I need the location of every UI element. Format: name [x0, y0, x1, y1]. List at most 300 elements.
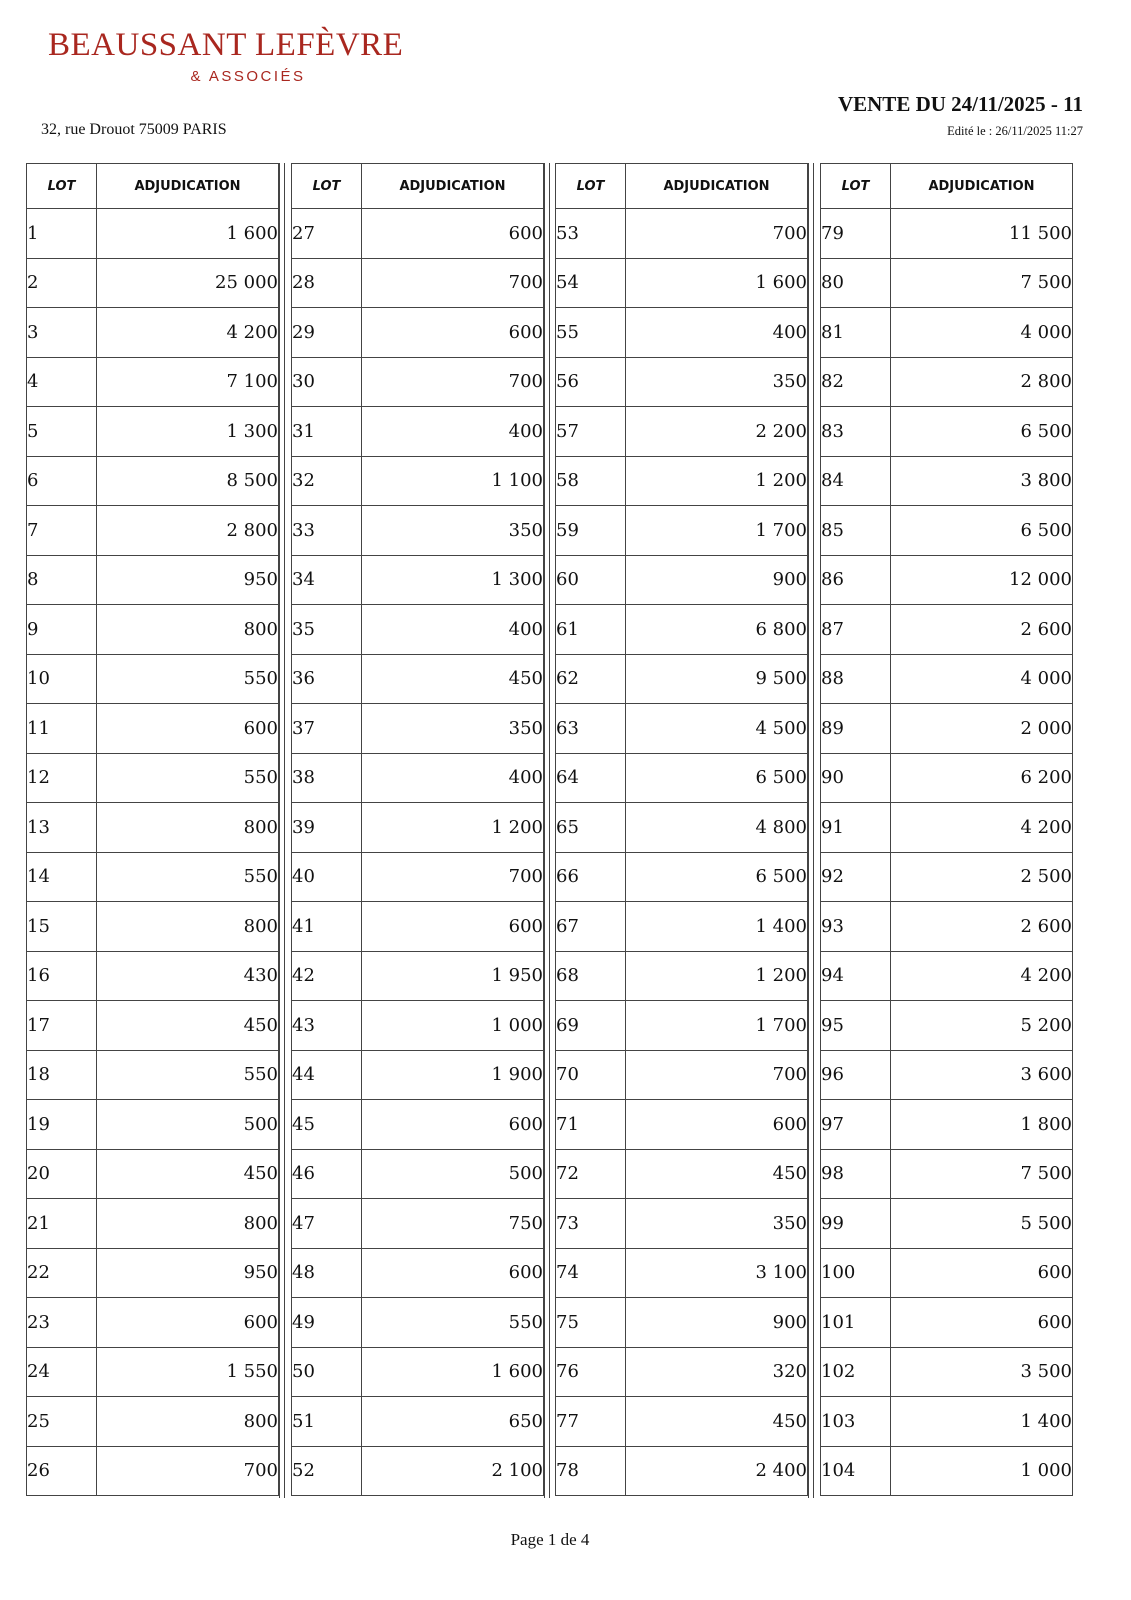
adjudication-price: 650 [362, 1397, 544, 1447]
table-row [292, 852, 544, 902]
lot-number: 59 [556, 506, 626, 556]
adjudication-price: 5 500 [891, 1199, 1073, 1249]
lot-number: 73 [556, 1199, 626, 1249]
lot-number: 49 [292, 1298, 362, 1348]
lot-number: 15 [27, 902, 97, 952]
lot-number: 67 [556, 902, 626, 952]
lot-number: 45 [292, 1100, 362, 1150]
table-row [27, 258, 279, 308]
adjudication-column-header: ADJUDICATION [626, 164, 808, 209]
sale-title: VENTE DU 24/11/2025 - 11 [837, 92, 1083, 116]
table-row [556, 753, 808, 803]
lot-number: 16 [27, 951, 97, 1001]
lot-number: 103 [821, 1397, 891, 1447]
adjudication-column-header: ADJUDICATION [97, 164, 279, 209]
table-row [27, 209, 279, 259]
adjudication-price: 700 [362, 357, 544, 407]
table-row [292, 1397, 544, 1447]
lot-number: 87 [821, 605, 891, 655]
lot-number: 72 [556, 1149, 626, 1199]
adjudication-price: 800 [97, 803, 279, 853]
table-row [556, 1347, 808, 1397]
table-row [292, 357, 544, 407]
table-header-row [556, 164, 808, 209]
lot-column-header: LOT [821, 164, 891, 209]
lot-number: 37 [292, 704, 362, 754]
lot-number: 31 [292, 407, 362, 457]
table-row [27, 1347, 279, 1397]
adjudication-price: 900 [626, 555, 808, 605]
table-row [821, 1446, 1073, 1496]
lot-number: 86 [821, 555, 891, 605]
table-row [292, 1248, 544, 1298]
table-row [821, 704, 1073, 754]
lot-number: 66 [556, 852, 626, 902]
table-row [292, 1149, 544, 1199]
adjudication-price: 2 200 [626, 407, 808, 457]
adjudication-price: 600 [362, 902, 544, 952]
table-row [556, 1100, 808, 1150]
adjudication-price: 1 600 [362, 1347, 544, 1397]
adjudication-price: 700 [97, 1446, 279, 1496]
lot-number: 23 [27, 1298, 97, 1348]
adjudication-price: 2 500 [891, 852, 1073, 902]
adjudication-price: 400 [362, 753, 544, 803]
adjudication-price: 450 [97, 1149, 279, 1199]
table-row [27, 902, 279, 952]
results-column-3 [555, 163, 808, 1496]
table-row [556, 1149, 808, 1199]
column-separator [808, 163, 814, 1498]
adjudication-price: 900 [626, 1298, 808, 1348]
lot-number: 90 [821, 753, 891, 803]
adjudication-price: 400 [362, 605, 544, 655]
table-row [821, 357, 1073, 407]
lot-number: 65 [556, 803, 626, 853]
adjudication-price: 800 [97, 605, 279, 655]
table-row [292, 951, 544, 1001]
table-header-row [27, 164, 279, 209]
table-row [556, 258, 808, 308]
adjudication-price: 1 200 [626, 951, 808, 1001]
adjudication-price: 500 [97, 1100, 279, 1150]
lot-column-header: LOT [556, 164, 626, 209]
adjudication-price: 450 [97, 1001, 279, 1051]
adjudication-price: 2 000 [891, 704, 1073, 754]
lot-number: 35 [292, 605, 362, 655]
adjudication-price: 6 500 [626, 753, 808, 803]
lot-number: 104 [821, 1446, 891, 1496]
table-row [27, 753, 279, 803]
lot-number: 68 [556, 951, 626, 1001]
lot-number: 97 [821, 1100, 891, 1150]
lot-number: 75 [556, 1298, 626, 1348]
lot-number: 1 [27, 209, 97, 259]
adjudication-price: 400 [626, 308, 808, 358]
lot-number: 48 [292, 1248, 362, 1298]
lot-number: 5 [27, 407, 97, 457]
results-table [291, 163, 544, 1496]
adjudication-price: 25 000 [97, 258, 279, 308]
adjudication-price: 4 000 [891, 654, 1073, 704]
lot-number: 51 [292, 1397, 362, 1447]
table-row [292, 1298, 544, 1348]
table-row [556, 1446, 808, 1496]
adjudication-price: 320 [626, 1347, 808, 1397]
lot-number: 96 [821, 1050, 891, 1100]
adjudication-price: 350 [362, 704, 544, 754]
adjudication-price: 1 900 [362, 1050, 544, 1100]
lot-number: 84 [821, 456, 891, 506]
adjudication-price: 4 200 [891, 803, 1073, 853]
table-row [292, 803, 544, 853]
table-row [821, 1199, 1073, 1249]
adjudication-price: 550 [97, 852, 279, 902]
table-row [556, 555, 808, 605]
results-column-4 [820, 163, 1073, 1496]
table-row [821, 1100, 1073, 1150]
table-row [821, 1397, 1073, 1447]
table-row [27, 1100, 279, 1150]
table-row [27, 1397, 279, 1447]
table-row [292, 704, 544, 754]
adjudication-price: 400 [362, 407, 544, 457]
table-row [556, 1001, 808, 1051]
table-row [821, 753, 1073, 803]
adjudication-price: 350 [362, 506, 544, 556]
table-row [821, 407, 1073, 457]
adjudication-price: 2 800 [891, 357, 1073, 407]
table-row [292, 1001, 544, 1051]
adjudication-column-header: ADJUDICATION [891, 164, 1073, 209]
adjudication-price: 950 [97, 1248, 279, 1298]
adjudication-price: 700 [362, 258, 544, 308]
table-row [556, 803, 808, 853]
lot-number: 99 [821, 1199, 891, 1249]
table-row [556, 654, 808, 704]
table-row [292, 1446, 544, 1496]
adjudication-price: 6 500 [891, 407, 1073, 457]
lot-number: 71 [556, 1100, 626, 1150]
adjudication-price: 450 [626, 1149, 808, 1199]
lot-number: 47 [292, 1199, 362, 1249]
adjudication-price: 600 [362, 209, 544, 259]
lot-number: 54 [556, 258, 626, 308]
edited-date: Edité le : 26/11/2025 11:27 [947, 124, 1083, 138]
lot-number: 24 [27, 1347, 97, 1397]
table-row [27, 1199, 279, 1249]
lot-number: 8 [27, 555, 97, 605]
lot-number: 95 [821, 1001, 891, 1051]
lot-number: 43 [292, 1001, 362, 1051]
adjudication-price: 700 [626, 209, 808, 259]
table-row [821, 951, 1073, 1001]
results-column-2 [291, 163, 544, 1496]
adjudication-price: 1 950 [362, 951, 544, 1001]
table-row [292, 753, 544, 803]
table-row [27, 1298, 279, 1348]
adjudication-price: 1 700 [626, 1001, 808, 1051]
adjudication-price: 600 [362, 308, 544, 358]
lot-number: 80 [821, 258, 891, 308]
table-row [821, 506, 1073, 556]
table-row [821, 605, 1073, 655]
adjudication-price: 4 800 [626, 803, 808, 853]
lot-number: 25 [27, 1397, 97, 1447]
lot-number: 85 [821, 506, 891, 556]
lot-number: 32 [292, 456, 362, 506]
table-row [292, 654, 544, 704]
adjudication-price: 600 [97, 1298, 279, 1348]
lot-column-header: LOT [27, 164, 97, 209]
page-number: Page 1 de 4 [510, 1530, 590, 1549]
lot-number: 77 [556, 1397, 626, 1447]
adjudication-price: 11 500 [891, 209, 1073, 259]
table-row [556, 1248, 808, 1298]
lot-number: 3 [27, 308, 97, 358]
lot-number: 14 [27, 852, 97, 902]
table-row [556, 704, 808, 754]
table-row [556, 357, 808, 407]
lot-number: 4 [27, 357, 97, 407]
lot-number: 28 [292, 258, 362, 308]
table-row [27, 605, 279, 655]
table-row [27, 803, 279, 853]
lot-number: 38 [292, 753, 362, 803]
table-row [556, 951, 808, 1001]
adjudication-price: 450 [626, 1397, 808, 1447]
lot-number: 41 [292, 902, 362, 952]
table-row [27, 308, 279, 358]
brand-logo [48, 26, 418, 85]
table-row [27, 555, 279, 605]
table-row [292, 555, 544, 605]
table-row [292, 407, 544, 457]
adjudication-price: 600 [97, 704, 279, 754]
adjudication-price: 4 000 [891, 308, 1073, 358]
lot-number: 70 [556, 1050, 626, 1100]
table-row [556, 456, 808, 506]
adjudication-price: 950 [97, 555, 279, 605]
table-row [821, 258, 1073, 308]
lot-number: 102 [821, 1347, 891, 1397]
lot-number: 34 [292, 555, 362, 605]
lot-number: 61 [556, 605, 626, 655]
lot-number: 56 [556, 357, 626, 407]
adjudication-price: 600 [891, 1298, 1073, 1348]
lot-number: 93 [821, 902, 891, 952]
table-row [821, 209, 1073, 259]
lot-number: 92 [821, 852, 891, 902]
adjudication-column-header: ADJUDICATION [362, 164, 544, 209]
results-table [820, 163, 1073, 1496]
lot-number: 62 [556, 654, 626, 704]
lot-column-header: LOT [292, 164, 362, 209]
table-row [556, 605, 808, 655]
adjudication-price: 1 200 [626, 456, 808, 506]
table-row [556, 1397, 808, 1447]
adjudication-price: 1 300 [362, 555, 544, 605]
adjudication-price: 1 400 [891, 1397, 1073, 1447]
lot-number: 29 [292, 308, 362, 358]
adjudication-price: 1 550 [97, 1347, 279, 1397]
adjudication-price: 750 [362, 1199, 544, 1249]
table-row [292, 902, 544, 952]
adjudication-price: 5 200 [891, 1001, 1073, 1051]
adjudication-price: 1 600 [97, 209, 279, 259]
lot-number: 20 [27, 1149, 97, 1199]
results-column-1 [26, 163, 279, 1496]
lot-number: 33 [292, 506, 362, 556]
lot-number: 83 [821, 407, 891, 457]
table-row [556, 407, 808, 457]
adjudication-price: 1 700 [626, 506, 808, 556]
lot-number: 36 [292, 654, 362, 704]
adjudication-price: 450 [362, 654, 544, 704]
lot-number: 101 [821, 1298, 891, 1348]
table-row [292, 506, 544, 556]
adjudication-price: 350 [626, 357, 808, 407]
table-row [292, 258, 544, 308]
table-row [821, 456, 1073, 506]
results-table [555, 163, 808, 1496]
adjudication-price: 6 500 [891, 506, 1073, 556]
table-row [821, 803, 1073, 853]
adjudication-price: 700 [626, 1050, 808, 1100]
lot-number: 81 [821, 308, 891, 358]
adjudication-price: 2 800 [97, 506, 279, 556]
adjudication-price: 9 500 [626, 654, 808, 704]
lot-number: 52 [292, 1446, 362, 1496]
lot-number: 46 [292, 1149, 362, 1199]
table-row [27, 951, 279, 1001]
adjudication-price: 3 600 [891, 1050, 1073, 1100]
lot-number: 9 [27, 605, 97, 655]
lot-number: 26 [27, 1446, 97, 1496]
table-row [27, 357, 279, 407]
adjudication-price: 500 [362, 1149, 544, 1199]
lot-number: 63 [556, 704, 626, 754]
table-header-row [821, 164, 1073, 209]
table-row [556, 1050, 808, 1100]
adjudication-price: 1 200 [362, 803, 544, 853]
table-row [821, 1248, 1073, 1298]
lot-number: 13 [27, 803, 97, 853]
adjudication-price: 6 800 [626, 605, 808, 655]
table-row [27, 704, 279, 754]
adjudication-price: 1 300 [97, 407, 279, 457]
adjudication-price: 600 [626, 1100, 808, 1150]
lot-number: 2 [27, 258, 97, 308]
table-row [556, 902, 808, 952]
lot-number: 53 [556, 209, 626, 259]
lot-number: 76 [556, 1347, 626, 1397]
adjudication-price: 4 200 [891, 951, 1073, 1001]
table-row [292, 1347, 544, 1397]
adjudication-price: 3 500 [891, 1347, 1073, 1397]
table-row [27, 407, 279, 457]
adjudication-price: 8 500 [97, 456, 279, 506]
adjudication-price: 7 100 [97, 357, 279, 407]
adjudication-price: 1 800 [891, 1100, 1073, 1150]
adjudication-price: 430 [97, 951, 279, 1001]
table-row [821, 1347, 1073, 1397]
lot-number: 21 [27, 1199, 97, 1249]
table-row [821, 902, 1073, 952]
lot-number: 89 [821, 704, 891, 754]
adjudication-price: 6 200 [891, 753, 1073, 803]
lot-number: 57 [556, 407, 626, 457]
table-row [821, 555, 1073, 605]
table-row [556, 209, 808, 259]
adjudication-price: 7 500 [891, 258, 1073, 308]
adjudication-price: 550 [362, 1298, 544, 1348]
table-row [27, 1149, 279, 1199]
adjudication-price: 600 [362, 1248, 544, 1298]
adjudication-price: 2 600 [891, 605, 1073, 655]
adjudication-price: 6 500 [626, 852, 808, 902]
lot-number: 19 [27, 1100, 97, 1150]
table-row [821, 1149, 1073, 1199]
adjudication-price: 12 000 [891, 555, 1073, 605]
adjudication-price: 1 000 [891, 1446, 1073, 1496]
column-separator [544, 163, 550, 1498]
lot-number: 6 [27, 456, 97, 506]
table-row [821, 1001, 1073, 1051]
table-row [556, 1298, 808, 1348]
lot-number: 60 [556, 555, 626, 605]
lot-number: 58 [556, 456, 626, 506]
table-row [27, 456, 279, 506]
adjudication-price: 550 [97, 753, 279, 803]
lot-number: 79 [821, 209, 891, 259]
lot-number: 17 [27, 1001, 97, 1051]
adjudication-price: 1 600 [626, 258, 808, 308]
adjudication-price: 1 400 [626, 902, 808, 952]
lot-number: 18 [27, 1050, 97, 1100]
table-row [556, 506, 808, 556]
table-row [27, 1446, 279, 1496]
adjudication-price: 800 [97, 1199, 279, 1249]
lot-number: 91 [821, 803, 891, 853]
adjudication-price: 550 [97, 654, 279, 704]
table-row [27, 852, 279, 902]
lot-number: 42 [292, 951, 362, 1001]
adjudication-price: 350 [626, 1199, 808, 1249]
lot-number: 44 [292, 1050, 362, 1100]
table-row [27, 1001, 279, 1051]
brand-name: BEAUSSANT LEFÈVRE [48, 27, 404, 63]
table-row [292, 209, 544, 259]
adjudication-price: 2 100 [362, 1446, 544, 1496]
lot-number: 94 [821, 951, 891, 1001]
lot-number: 39 [292, 803, 362, 853]
table-row [292, 456, 544, 506]
adjudication-price: 1 000 [362, 1001, 544, 1051]
adjudication-price: 4 200 [97, 308, 279, 358]
table-row [821, 654, 1073, 704]
table-row [556, 308, 808, 358]
table-row [292, 605, 544, 655]
lot-number: 10 [27, 654, 97, 704]
lot-number: 27 [292, 209, 362, 259]
lot-number: 82 [821, 357, 891, 407]
table-row [27, 1248, 279, 1298]
table-row [821, 852, 1073, 902]
brand-subtitle: & ASSOCIÉS [190, 68, 306, 85]
lot-number: 69 [556, 1001, 626, 1051]
lot-number: 12 [27, 753, 97, 803]
